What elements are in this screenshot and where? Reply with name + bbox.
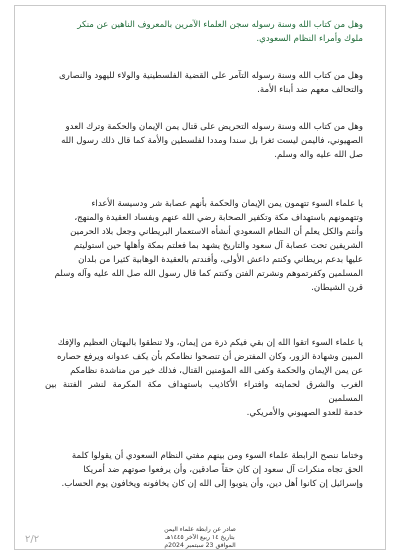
text-line: وختاما ننصح الرابطة علماء السوء ومن بينهم مفتي النظام السعودي أن يقولوا كلمة bbox=[71, 451, 363, 461]
text-line: الحق تجاه منكرات آل سعود إن كان حقاً صادقين، وأن يرفعوا صوتهم ضد أمريكا bbox=[83, 465, 363, 475]
text-line: الغرب والشرق لحمايته وافتراء الأكاذيب باستهداف مكة المكرمة لنشر الفتنة بين المسلمين bbox=[45, 380, 363, 404]
text-line: يا علماء السوء اتقوا الله إن بقي فيكم ذرة من إيمان، ولا تنطقوا بالبهتان العظيم والإفك bbox=[57, 338, 363, 348]
intro-paragraph bbox=[45, 18, 363, 46]
text-line: صل الله عليه واله وسلم. bbox=[274, 150, 363, 160]
text-line: الصهيوني، فاليمن ليست ثغرا بل سندا ومددا لفلسطين والأمة كما قال ذلك رسول الله bbox=[61, 136, 363, 146]
text-line: قرن الشيطان. bbox=[311, 283, 363, 293]
text-line: المبين وشهادة الزور، وكان المفترض أن تنصحوا نظامكم بأن يكف عدوانه ويرفع حصاره bbox=[57, 352, 363, 362]
text-line: وهل من كتاب الله وسنة رسوله التآمر على القضية الفلسطينية والولاء لليهود والنصارى bbox=[58, 71, 363, 81]
text-line: وتتهمونهم باستهداف مكة وتكفير الصحابة رضي الله عنهم وبفساد العقيدة والمنهج، bbox=[74, 213, 363, 223]
text-line: والتحالف معهم ضد أبناء الأمة. bbox=[257, 85, 363, 95]
text-line: وأنتم والكل يعلم أن النظام السعودي أنشأه الاستعمار البريطاني وجعل بلاد الحرمين bbox=[70, 227, 363, 237]
paragraph-palestine bbox=[45, 69, 363, 97]
paragraph-scholars-accusations bbox=[45, 197, 363, 295]
text-line: يا علماء السوء تتهمون يمن الإيمان والحكمة بأنهم عصابة شر ودسيسة الأعداء bbox=[91, 199, 363, 209]
text-line: الشريفين تحت عصابة آل سعود والتاريخ يشهد بما فعلتم بمكة وأهلها حين استوليتم bbox=[73, 241, 363, 251]
text-line: المسلمين وكفرتموهم ونشرتم الفتن وكنتم كما قال رسول الله صل الله عليه وآله وسلم bbox=[54, 269, 363, 279]
gregorian-date: الموافق 23 سبتمبر 2024م bbox=[164, 542, 236, 550]
text-line: عن يمن الإيمان والحكمة وكفى الله المؤمنين القتال، فذلك خير من مناشدة نظامكم bbox=[70, 366, 363, 376]
text-line: عليها بدعم بريطاني وكنتم داعش الأولى، وأفندتم بالعقيدة الوهابية كثيرا من بلدان bbox=[78, 255, 363, 265]
document-page bbox=[14, 5, 386, 550]
text-line: وهل من كتاب الله وسنة رسوله سجن العلماء الآمرين بالمعروف الناهين عن منكر bbox=[77, 20, 363, 30]
page-number: ٢/٢ bbox=[25, 534, 40, 545]
hijri-date: بتاريخ ١٤ ربيع الآخر ١٤٤٥هـ bbox=[165, 534, 235, 542]
paragraph-conclusion bbox=[45, 449, 363, 491]
text-line: خدمة للعدو الصهيوني والأمريكي. bbox=[246, 408, 363, 418]
text-line: ملوك وأمراء النظام السعودي. bbox=[256, 34, 363, 44]
signature-block bbox=[15, 526, 385, 551]
text-line: وإسرائيل إن كانوا أهل دين، وأن يتوبوا إلى الله إن كان يخافونه ويخافون يوم الحساب. bbox=[61, 479, 363, 489]
paragraph-fear-god bbox=[45, 336, 363, 420]
text-line: وهل من كتاب الله وسنة رسوله التحريض على قتال يمن الإيمان والحكمة وترك العدو bbox=[65, 122, 363, 132]
paragraph-incitement bbox=[45, 120, 363, 162]
issuer-line: صادر عن رابطة علماء اليمن bbox=[164, 526, 236, 533]
